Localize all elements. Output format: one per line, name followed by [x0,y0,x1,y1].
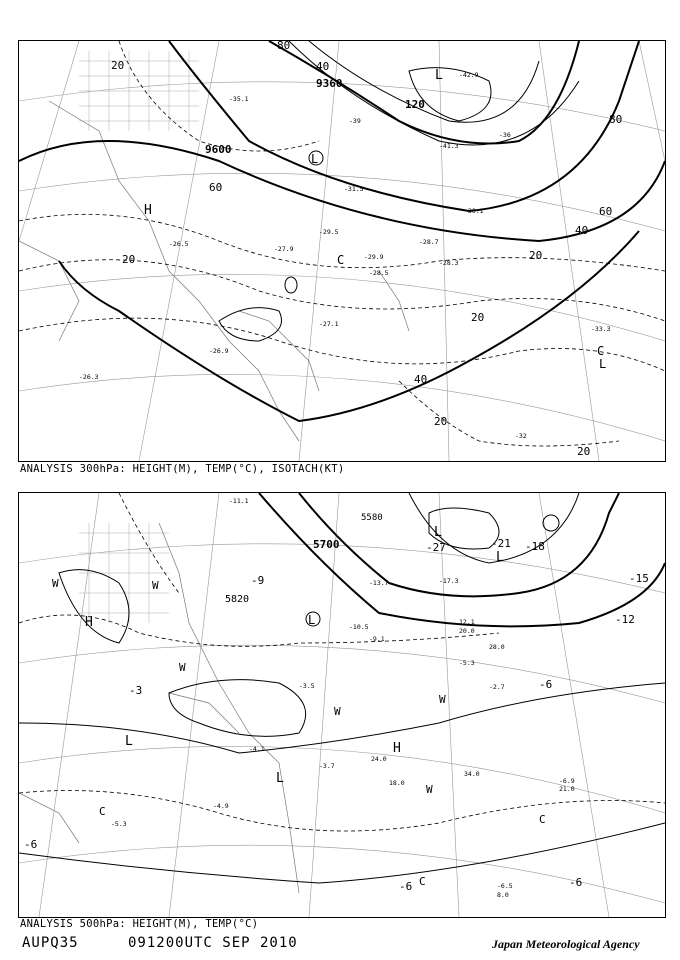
temp-label: -42.9 [459,71,479,79]
station-value: -3.7 [319,762,335,770]
height-label-5580: 5580 [361,513,383,523]
isotherm-label-m18: -18 [525,540,545,553]
center-low-3: L [599,357,607,371]
isotach-label-20-f: 20 [577,445,591,458]
temp-label: -30.1 [464,207,484,215]
isotherm-label-m21: -21 [491,537,511,550]
station-value: -2.7 [489,683,505,691]
temp-label: -31.5 [344,185,364,193]
warm-label: W [152,579,159,592]
valid-time: 091200UTC SEP 2010 [128,935,298,951]
station-value: 24.0 [371,755,387,763]
isotach-label-80-b: 80 [609,113,623,126]
map-500hpa [18,492,666,918]
temp-label: -28.5 [369,269,389,277]
center-high: H [144,203,152,218]
temp-label: -29.9 [364,253,384,261]
station-value: 28.0 [489,643,505,651]
isotach-label-20: 20 [111,59,125,72]
station-value: 20.0 [459,627,475,635]
station-value: -13.7 [369,579,389,587]
station-value: -5.3 [111,820,127,828]
station-value: -17.3 [439,577,459,585]
center-cold-1: C [337,253,345,267]
station-value: -4.1 [249,745,265,753]
warm-label: W [52,577,59,590]
temp-label: -35.1 [229,95,249,103]
station-value: 8.0 [497,891,509,899]
height-label-5820: 5820 [225,594,250,605]
temp-label: -26.3 [79,373,99,381]
isotach-label-80: 80 [277,41,291,52]
center-low-1: L [434,525,442,540]
isotach-label-20-c: 20 [529,249,543,262]
station-value: -6.9 [559,777,575,785]
height-label-9360: 9360 [316,77,343,90]
graticule [19,493,665,917]
isotach-label-120: 120 [405,98,425,111]
station-value: 21.0 [559,785,575,793]
isotach-contours [219,41,579,341]
height-label-9600: 9600 [205,143,232,156]
isotherm-label-m15: -15 [629,572,649,585]
station-value: -5.3 [459,659,475,667]
isotherm-label-m6-c: -6 [399,880,413,893]
center-low-1: L [435,68,443,83]
center-high-1: H [85,615,93,630]
height-contours [259,493,665,626]
agency-name: Japan Meteorological Agency [492,937,640,951]
station-value: -4.9 [213,802,229,810]
temp-label: -36 [499,131,511,139]
isotherm-label-m6-b: -6 [24,838,38,851]
station-value: -9.1 [369,635,385,643]
temp-label: -41.3 [439,142,459,150]
station-values [111,497,575,899]
temp-label: -27.9 [274,245,294,253]
warm-label: W [179,661,186,674]
map-500hpa-canvas [19,493,665,917]
product-code: AUPQ35 [22,935,79,951]
isotherm-label-m9: -9 [251,574,265,587]
isotach-label-40-b: 40 [575,224,589,237]
graticule [19,41,665,461]
isotherm-label-m12: -12 [615,613,635,626]
temp-label: -32 [515,432,527,440]
temp-label: -26.9 [209,347,229,355]
center-cold-1: C [99,805,106,818]
temp-label: -26.5 [169,240,189,248]
center-high-2: H [393,741,401,756]
isotherm-label-m6: -6 [539,678,553,691]
station-value: 12.1 [459,618,475,626]
center-cold-3: C [419,875,426,888]
temp-label: -33.3 [591,325,611,333]
temp-label: -39 [349,117,361,125]
warm-label: W [439,693,446,706]
center-low-4: L [125,734,133,749]
height-contours [19,41,665,421]
map-300hpa [18,40,666,462]
station-value: 18.0 [389,779,405,787]
station-value: -3.5 [299,682,315,690]
height-label-5700: 5700 [313,538,340,551]
isotach-label-60: 60 [209,181,223,194]
isotherm-label-m27: -27 [426,541,446,554]
center-low-3: L [308,613,316,627]
temp-label: -29.5 [319,228,339,236]
warm-label: W [334,705,341,718]
map-300hpa-canvas [19,41,665,461]
station-value: -10.5 [349,623,369,631]
station-value: 34.0 [464,770,480,778]
station-value: -11.1 [229,497,249,505]
temp-label: -28.7 [419,238,439,246]
isotherm-label-m6-d: -6 [569,876,583,889]
isotach-label-20-b: 20 [122,253,136,266]
isotach-label-20-e: 20 [434,415,448,428]
isotach-label-20-d: 20 [471,311,485,324]
station-value: -6.5 [497,882,513,890]
isotach-label-60-b: 60 [599,205,613,218]
center-low-5: L [276,771,284,786]
isotach-label-40-c: 40 [414,373,428,386]
temp-label: -28.3 [439,259,459,267]
warm-label: W [426,783,433,796]
temp-label: -27.1 [319,320,339,328]
center-cold-2: C [597,344,605,358]
caption-500hpa: ANALYSIS 500hPa: HEIGHT(M), TEMP(°C) [20,918,259,930]
isotach-label-40: 40 [316,60,330,73]
isotherm-label-m3: -3 [129,684,143,697]
center-low-2: L [311,152,319,166]
hatched-region [79,51,199,131]
center-cold-2: C [539,813,546,826]
caption-300hpa: ANALYSIS 300hPa: HEIGHT(M), TEMP(°C), ISOTACH(KT) [20,463,345,475]
center-low-2: L [496,550,504,565]
